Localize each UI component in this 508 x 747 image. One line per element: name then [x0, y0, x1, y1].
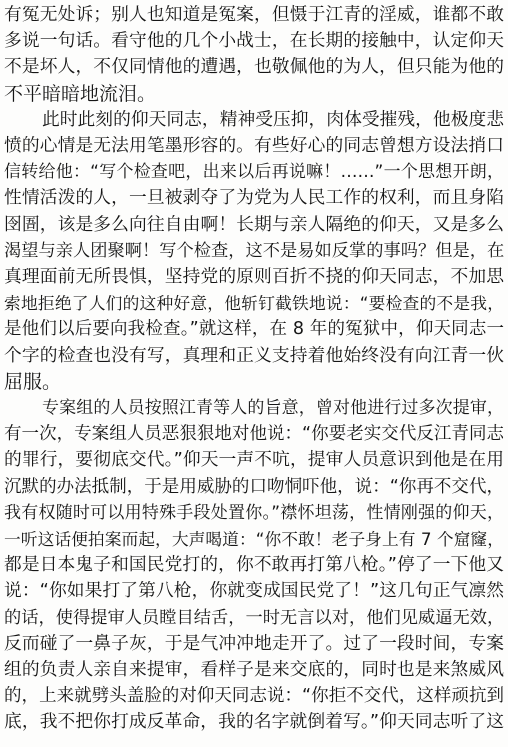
- text-line: 个字的检查也没有写，真理和正义支持着他始终没有向江青一伙: [4, 345, 504, 366]
- text-line: 专案组的人员按照江青等人的旨意，曾对他进行过多次提审，: [42, 398, 504, 418]
- text-line: 组的负责人亲自来提审，看样子是来交底的，同时也是来煞威风: [4, 660, 504, 680]
- text-line: 我有权随时可以用特殊手段处置你。”襟怀坦荡，性情刚强的仰天，: [4, 502, 504, 523]
- text-line: 的话，使得提审人员瞠目结舌，一时无言以对，他们见威逼无效，: [4, 607, 505, 628]
- text-line: 都是日本鬼子和国民党打的，你不敢再打第八枪。”停了一下他又: [4, 555, 504, 576]
- text-line: 信转给他：“写个检查吧，出来以后再说嘛！……”一个思想开朗，: [4, 162, 504, 183]
- text-line: 囹圄，该是多么向往自由啊！长期与亲人隔绝的仰天，又是多么: [4, 214, 504, 235]
- text-line: 的，上来就劈头盖脸的对仰天同志说：“你拒不交代，这样顽抗到: [4, 686, 504, 707]
- text-line: 渴望与亲人团聚啊！写个检查，这不是易如反掌的事吗？但是，在: [4, 240, 505, 261]
- text-line: 愤的心情是无法用笔墨形容的。有些好心的同志曾想方设法捎口: [4, 136, 504, 156]
- text-line: 屈服。: [4, 370, 62, 393]
- text-line: 反而碰了一鼻子灰，于是气冲冲地走开了。过了一段时间，专案: [4, 633, 504, 654]
- text-line: 底，我不把你打成反革命，我的名字就倒着写。”仰天同志听了这: [4, 712, 504, 733]
- text-line: 不平暗暗地流泪。: [4, 82, 157, 105]
- text-line: 多说一句话。看守他的几个小战士，在长期的接触中，认定仰天: [4, 31, 504, 52]
- text-line: 说：“你如果打了第八枪，你就变成国民党了！”这几句正气凛然: [4, 581, 504, 602]
- text-line: 真理面前无所畏惧，坚持党的原则百折不挠的仰天同志，不加思: [4, 267, 504, 287]
- text-line: 有一次，专案组人员恶狠狠地对他说：“你要老实交代反江青同志: [4, 424, 504, 445]
- text-line: 是他们以后要向我检查。”就这样，在 8 年的冤狱中，仰天同志一: [4, 319, 504, 340]
- text-line: 有冤无处诉；别人也知道是冤案，但慑于江青的淫威，谁都不敢: [4, 5, 504, 25]
- text-line: 一听这话便拍案而起，大声喝道：“你不敢！老子身上有 7 个窟窿，: [4, 529, 504, 549]
- text-line: 沉默的办法抵制，于是用威胁的口吻恫吓他，说：“你再不交代，: [4, 476, 504, 497]
- text-line: 不是坏人，不仅同情他的遭遇，也敬佩他的为人，但只能为他的: [4, 57, 504, 78]
- text-line: 的罪行，要彻底交代。”仰天一声不吭，提审人员意识到他是在用: [4, 450, 504, 471]
- text-line: 此时此刻的仰天同志，精神受压抑，肉体受摧残，他极度悲: [42, 109, 504, 130]
- text-line: 性情活泼的人，一旦被剥夺了为党为人民工作的权利，而且身陷: [4, 188, 504, 209]
- text-line: 索地拒绝了人们的这种好意，他斩钉截铁地说：“要检查的不是我，: [4, 293, 504, 314]
